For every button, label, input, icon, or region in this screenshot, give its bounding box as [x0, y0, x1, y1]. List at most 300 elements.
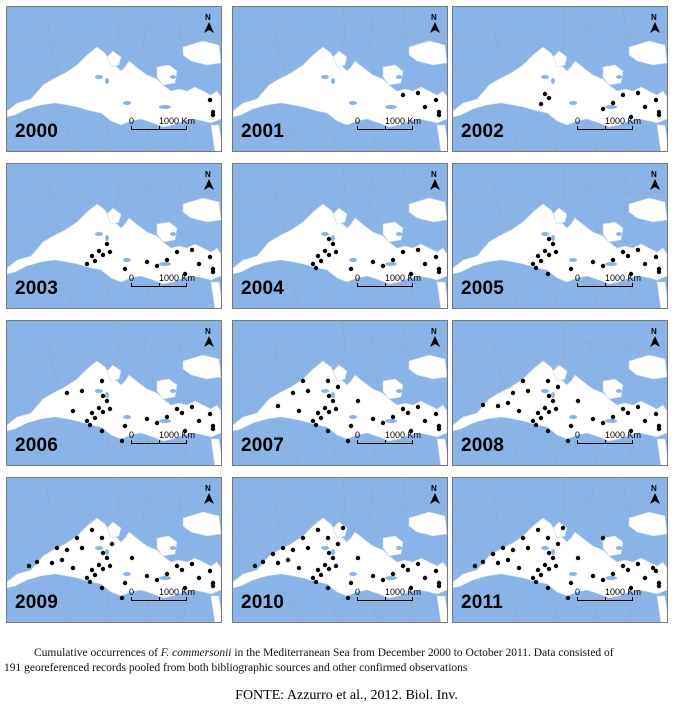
- occurrence-point: [85, 576, 89, 580]
- country-border: [453, 67, 489, 83]
- map-panel-2008: [452, 320, 668, 466]
- occurrence-point: [539, 259, 543, 263]
- occurrence-point: [326, 586, 330, 590]
- occurrence-point: [636, 248, 640, 252]
- occurrence-point: [506, 558, 510, 562]
- country-border: [293, 284, 299, 309]
- north-arrow: [203, 484, 215, 506]
- occurrence-point: [197, 262, 201, 266]
- occurrence-point: [611, 572, 615, 576]
- scale-zero: 0: [355, 430, 361, 440]
- occurrence-point: [547, 551, 551, 555]
- country-border: [453, 351, 543, 359]
- occurrence-point: [506, 401, 510, 405]
- north-arrow: [429, 170, 441, 192]
- country-border: [561, 478, 565, 524]
- country-border: [233, 508, 323, 516]
- occurrence-point: [546, 272, 550, 276]
- occurrence-point: [190, 562, 194, 566]
- occurrence-point: [356, 399, 360, 403]
- island: [569, 258, 577, 262]
- occurrence-point: [297, 566, 301, 570]
- occurrence-point: [65, 548, 69, 552]
- scale-label: 1000 Km: [159, 273, 196, 283]
- scale-tick: [632, 126, 633, 130]
- scale-tick: [577, 597, 578, 601]
- occurrence-point: [145, 417, 149, 421]
- occurrence-point: [406, 411, 410, 415]
- occurrence-point: [71, 409, 75, 413]
- country-border: [589, 488, 599, 538]
- island: [385, 262, 397, 266]
- occurrence-point: [547, 237, 551, 241]
- map-panel-2005: [452, 163, 668, 309]
- occurrence-point: [180, 411, 184, 415]
- occurrence-point: [539, 573, 543, 577]
- occurrence-point: [85, 262, 89, 266]
- occurrence-point: [621, 407, 625, 411]
- occurrence-point: [326, 429, 330, 433]
- occurrence-point: [90, 254, 94, 258]
- country-border: [233, 538, 269, 554]
- occurrence-point: [346, 596, 350, 600]
- north-arrow: [649, 327, 661, 349]
- country-border: [7, 194, 97, 202]
- occurrence-point: [326, 536, 330, 540]
- occurrence-point: [651, 566, 655, 570]
- country-border: [107, 596, 111, 623]
- occurrence-point: [611, 415, 615, 419]
- country-border: [143, 331, 153, 381]
- occurrence-point: [101, 410, 105, 414]
- occurrence-point: [423, 419, 427, 423]
- country-border: [7, 381, 43, 397]
- island: [331, 392, 335, 398]
- black-sea: [183, 198, 221, 222]
- occurrence-point: [536, 528, 540, 532]
- country-border: [553, 282, 557, 309]
- occurrence-point: [517, 566, 521, 570]
- occurrence-point: [391, 415, 395, 419]
- map-panel-2000: [6, 6, 222, 152]
- island: [541, 75, 549, 79]
- occurrence-point: [621, 564, 625, 568]
- black-sea: [629, 355, 667, 379]
- occurrence-point: [473, 564, 477, 568]
- occurrence-point: [123, 267, 127, 271]
- occurrence-point: [626, 568, 630, 572]
- island: [569, 415, 577, 419]
- island: [331, 235, 335, 241]
- island: [605, 419, 617, 423]
- scale-label: 1000 Km: [385, 116, 422, 126]
- north-arrow-icon: [429, 179, 441, 191]
- occurrence-point: [517, 409, 521, 413]
- year-label: 2007: [241, 435, 285, 456]
- occurrence-point: [636, 562, 640, 566]
- black-sea: [409, 41, 447, 65]
- scale-tick: [357, 440, 358, 444]
- occurrence-point: [501, 546, 505, 550]
- occurrence-point: [145, 574, 149, 578]
- scale-bar: [355, 430, 445, 452]
- north-label: N: [651, 484, 657, 493]
- occurrence-point: [531, 419, 535, 423]
- scale-label: 1000 Km: [605, 587, 642, 597]
- island: [105, 78, 109, 84]
- scale-tick: [186, 440, 187, 444]
- north-arrow: [649, 13, 661, 35]
- occurrence-point: [108, 407, 112, 411]
- scale-label: 1000 Km: [159, 116, 196, 126]
- occurrence-point: [155, 264, 159, 268]
- occurrence-point: [621, 250, 625, 254]
- black-sea: [183, 512, 221, 536]
- country-border: [589, 331, 599, 381]
- occurrence-point: [108, 564, 112, 568]
- country-border: [115, 7, 119, 53]
- occurrence-point: [101, 551, 105, 555]
- occurrence-point: [123, 424, 127, 428]
- scale-zero: 0: [575, 116, 581, 126]
- year-label: 2002: [461, 121, 505, 142]
- north-arrow: [203, 13, 215, 35]
- occurrence-point: [547, 394, 551, 398]
- occurrence-point: [306, 546, 310, 550]
- country-border: [493, 17, 505, 73]
- country-border: [341, 478, 345, 524]
- occurrence-point: [120, 596, 124, 600]
- occurrence-point: [551, 242, 555, 246]
- scale-tick: [385, 440, 386, 444]
- country-border: [7, 351, 97, 359]
- occurrence-point: [276, 404, 280, 408]
- occurrence-point: [534, 580, 538, 584]
- island: [551, 78, 555, 84]
- occurrence-point: [569, 267, 573, 271]
- country-border: [67, 598, 73, 623]
- occurrence-point: [381, 421, 385, 425]
- occurrence-point: [93, 573, 97, 577]
- caption-line2: 191 georeferenced records pooled from both bibliographic sources and other confirmed observations: [4, 662, 468, 674]
- occurrence-point: [35, 560, 39, 564]
- caption-suffix: in the Mediterranean Sea from December 2000 to October 2011. Data consisted of: [231, 647, 614, 659]
- scale-label: 1000 Km: [605, 430, 642, 440]
- year-label: 2000: [15, 121, 59, 142]
- occurrence-point: [434, 569, 438, 573]
- island: [349, 415, 357, 419]
- country-border: [143, 174, 153, 224]
- island: [616, 232, 622, 236]
- island: [541, 546, 549, 550]
- scale-tick: [159, 126, 160, 130]
- occurrence-point: [327, 394, 331, 398]
- occurrence-point: [526, 389, 530, 393]
- country-border: [453, 37, 543, 45]
- scale-bar: [355, 587, 445, 609]
- country-border: [553, 439, 557, 466]
- occurrence-point: [551, 399, 555, 403]
- occurrence-point: [120, 439, 124, 443]
- island: [123, 572, 131, 576]
- occurrence-point: [175, 407, 179, 411]
- black-sea: [409, 355, 447, 379]
- island: [331, 78, 335, 84]
- north-arrow-icon: [203, 493, 215, 505]
- year-label: 2008: [461, 435, 505, 456]
- island: [396, 546, 402, 550]
- scale-tick: [577, 440, 578, 444]
- island: [321, 546, 329, 550]
- country-border: [107, 282, 111, 309]
- occurrence-point: [401, 250, 405, 254]
- occurrence-point: [591, 260, 595, 264]
- occurrence-point: [90, 568, 94, 572]
- occurrence-point: [93, 259, 97, 263]
- island: [105, 392, 109, 398]
- occurrence-point: [323, 563, 327, 567]
- occurrence-point: [349, 581, 353, 585]
- country-border: [47, 17, 59, 73]
- occurrence-point: [80, 546, 84, 550]
- occurrence-point: [336, 542, 340, 546]
- north-arrow-icon: [429, 493, 441, 505]
- occurrence-point: [197, 576, 201, 580]
- country-border: [333, 282, 337, 309]
- occurrence-point: [100, 586, 104, 590]
- occurrence-point: [319, 573, 323, 577]
- island: [551, 235, 555, 241]
- scale-zero: 0: [575, 273, 581, 283]
- occurrence-point: [591, 417, 595, 421]
- scale-tick: [632, 597, 633, 601]
- scale-bar: [355, 273, 445, 295]
- occurrence-point: [326, 379, 330, 383]
- scale-tick: [159, 597, 160, 601]
- occurrence-point: [100, 379, 104, 383]
- scale-tick: [357, 283, 358, 287]
- country-border: [47, 174, 59, 230]
- country-border: [453, 224, 489, 240]
- island: [170, 546, 176, 550]
- occurrence-point: [286, 558, 290, 562]
- black-sea: [409, 512, 447, 536]
- country-border: [561, 164, 565, 210]
- figure-caption: [4, 646, 684, 674]
- country-border: [233, 224, 269, 240]
- scale-tick: [412, 283, 413, 287]
- occurrence-point: [105, 556, 109, 560]
- map-panel-2002: [452, 6, 668, 152]
- north-label: N: [205, 13, 211, 22]
- occurrence-point: [197, 419, 201, 423]
- scale-zero: 0: [129, 430, 135, 440]
- island: [159, 105, 171, 109]
- occurrence-point: [105, 242, 109, 246]
- country-border: [369, 17, 379, 67]
- occurrence-point: [536, 411, 540, 415]
- occurrence-point: [371, 417, 375, 421]
- north-arrow-icon: [649, 493, 661, 505]
- country-border: [341, 164, 345, 210]
- scale-tick: [605, 597, 606, 601]
- island: [349, 572, 357, 576]
- island: [396, 389, 402, 393]
- occurrence-point: [434, 98, 438, 102]
- occurrence-point: [543, 406, 547, 410]
- occurrence-point: [371, 574, 375, 578]
- occurrence-point: [349, 424, 353, 428]
- occurrence-point: [569, 581, 573, 585]
- occurrence-point: [327, 253, 331, 257]
- country-border: [47, 488, 59, 544]
- occurrence-point: [316, 528, 320, 532]
- country-border: [67, 284, 73, 309]
- occurrence-point: [316, 568, 320, 572]
- occurrence-point: [547, 253, 551, 257]
- map-panel-2004: [232, 163, 448, 309]
- north-arrow: [203, 170, 215, 192]
- north-label: N: [205, 170, 211, 179]
- north-label: N: [651, 170, 657, 179]
- island: [95, 232, 103, 236]
- occurrence-point: [536, 254, 540, 258]
- occurrence-point: [601, 421, 605, 425]
- scale-tick: [605, 283, 606, 287]
- occurrence-point: [601, 107, 605, 111]
- occurrence-point: [311, 419, 315, 423]
- occurrence-point: [314, 266, 318, 270]
- occurrence-point: [546, 586, 550, 590]
- country-border: [561, 321, 565, 367]
- occurrence-point: [327, 410, 331, 414]
- occurrence-point: [416, 248, 420, 252]
- source-citation: FONTE: Azzurro et al., 2012. Biol. Inv.: [235, 688, 458, 703]
- scale-label: 1000 Km: [385, 430, 422, 440]
- scale-tick: [131, 126, 132, 130]
- scale-zero: 0: [355, 273, 361, 283]
- north-arrow-icon: [203, 179, 215, 191]
- occurrence-point: [276, 561, 280, 565]
- north-arrow: [649, 484, 661, 506]
- country-border: [273, 488, 285, 544]
- year-label: 2006: [15, 435, 59, 456]
- map-panel-2003: [6, 163, 222, 309]
- scale-tick: [605, 126, 606, 130]
- country-border: [115, 478, 119, 524]
- occurrence-point: [643, 419, 647, 423]
- occurrence-point: [391, 258, 395, 262]
- scale-zero: 0: [575, 587, 581, 597]
- occurrence-point: [208, 412, 212, 416]
- occurrence-point: [654, 98, 658, 102]
- island: [170, 75, 176, 79]
- occurrence-point: [180, 568, 184, 572]
- country-border: [553, 596, 557, 623]
- occurrence-point: [346, 439, 350, 443]
- year-label: 2001: [241, 121, 285, 142]
- year-label: 2011: [461, 592, 504, 613]
- country-border: [333, 125, 337, 152]
- occurrence-point: [401, 93, 405, 97]
- map-panel-2010: [232, 477, 448, 623]
- occurrence-point: [71, 566, 75, 570]
- occurrence-point: [546, 536, 550, 540]
- occurrence-point: [543, 563, 547, 567]
- occurrence-point: [539, 102, 543, 106]
- occurrence-point: [155, 421, 159, 425]
- country-border: [493, 174, 505, 230]
- occurrence-point: [546, 429, 550, 433]
- occurrence-point: [90, 411, 94, 415]
- occurrence-point: [551, 556, 555, 560]
- scale-label: 1000 Km: [159, 430, 196, 440]
- occurrence-point: [636, 405, 640, 409]
- occurrence-point: [566, 439, 570, 443]
- country-border: [7, 37, 97, 45]
- country-border: [333, 439, 337, 466]
- scale-tick: [385, 597, 386, 601]
- country-border: [273, 174, 285, 230]
- scale-zero: 0: [575, 430, 581, 440]
- occurrence-point: [536, 568, 540, 572]
- country-border: [293, 127, 299, 152]
- occurrence-point: [423, 105, 427, 109]
- occurrence-point: [401, 564, 405, 568]
- north-arrow-icon: [649, 22, 661, 34]
- island: [123, 101, 131, 105]
- country-border: [369, 488, 379, 538]
- occurrence-point: [496, 561, 500, 565]
- scale-tick: [412, 597, 413, 601]
- occurrence-point: [291, 548, 295, 552]
- north-arrow-icon: [429, 22, 441, 34]
- occurrence-point: [165, 415, 169, 419]
- caption-prefix: Cumulative occurrences of: [34, 647, 161, 659]
- occurrence-point: [314, 580, 318, 584]
- occurrence-point: [643, 105, 647, 109]
- occurrence-point: [55, 546, 59, 550]
- occurrence-point: [331, 399, 335, 403]
- scale-tick: [357, 126, 358, 130]
- island: [159, 262, 171, 266]
- occurrence-point: [636, 91, 640, 95]
- occurrence-point: [80, 389, 84, 393]
- north-arrow-icon: [203, 22, 215, 34]
- occurrence-point: [261, 560, 265, 564]
- occurrence-point: [319, 259, 323, 263]
- country-border: [513, 598, 519, 623]
- occurrence-point: [327, 567, 331, 571]
- country-border: [513, 441, 519, 466]
- north-label: N: [431, 484, 437, 493]
- island: [396, 232, 402, 236]
- occurrence-point: [314, 423, 318, 427]
- country-border: [453, 538, 489, 554]
- island: [569, 101, 577, 105]
- island: [95, 546, 103, 550]
- occurrence-point: [334, 407, 338, 411]
- occurrence-point: [208, 98, 212, 102]
- country-border: [273, 17, 285, 73]
- occurrence-point: [496, 404, 500, 408]
- occurrence-point: [97, 563, 101, 567]
- country-border: [293, 598, 299, 623]
- map-panel-2011: [452, 477, 668, 623]
- occurrence-point: [297, 409, 301, 413]
- north-label: N: [205, 484, 211, 493]
- scale-bar: [129, 430, 219, 452]
